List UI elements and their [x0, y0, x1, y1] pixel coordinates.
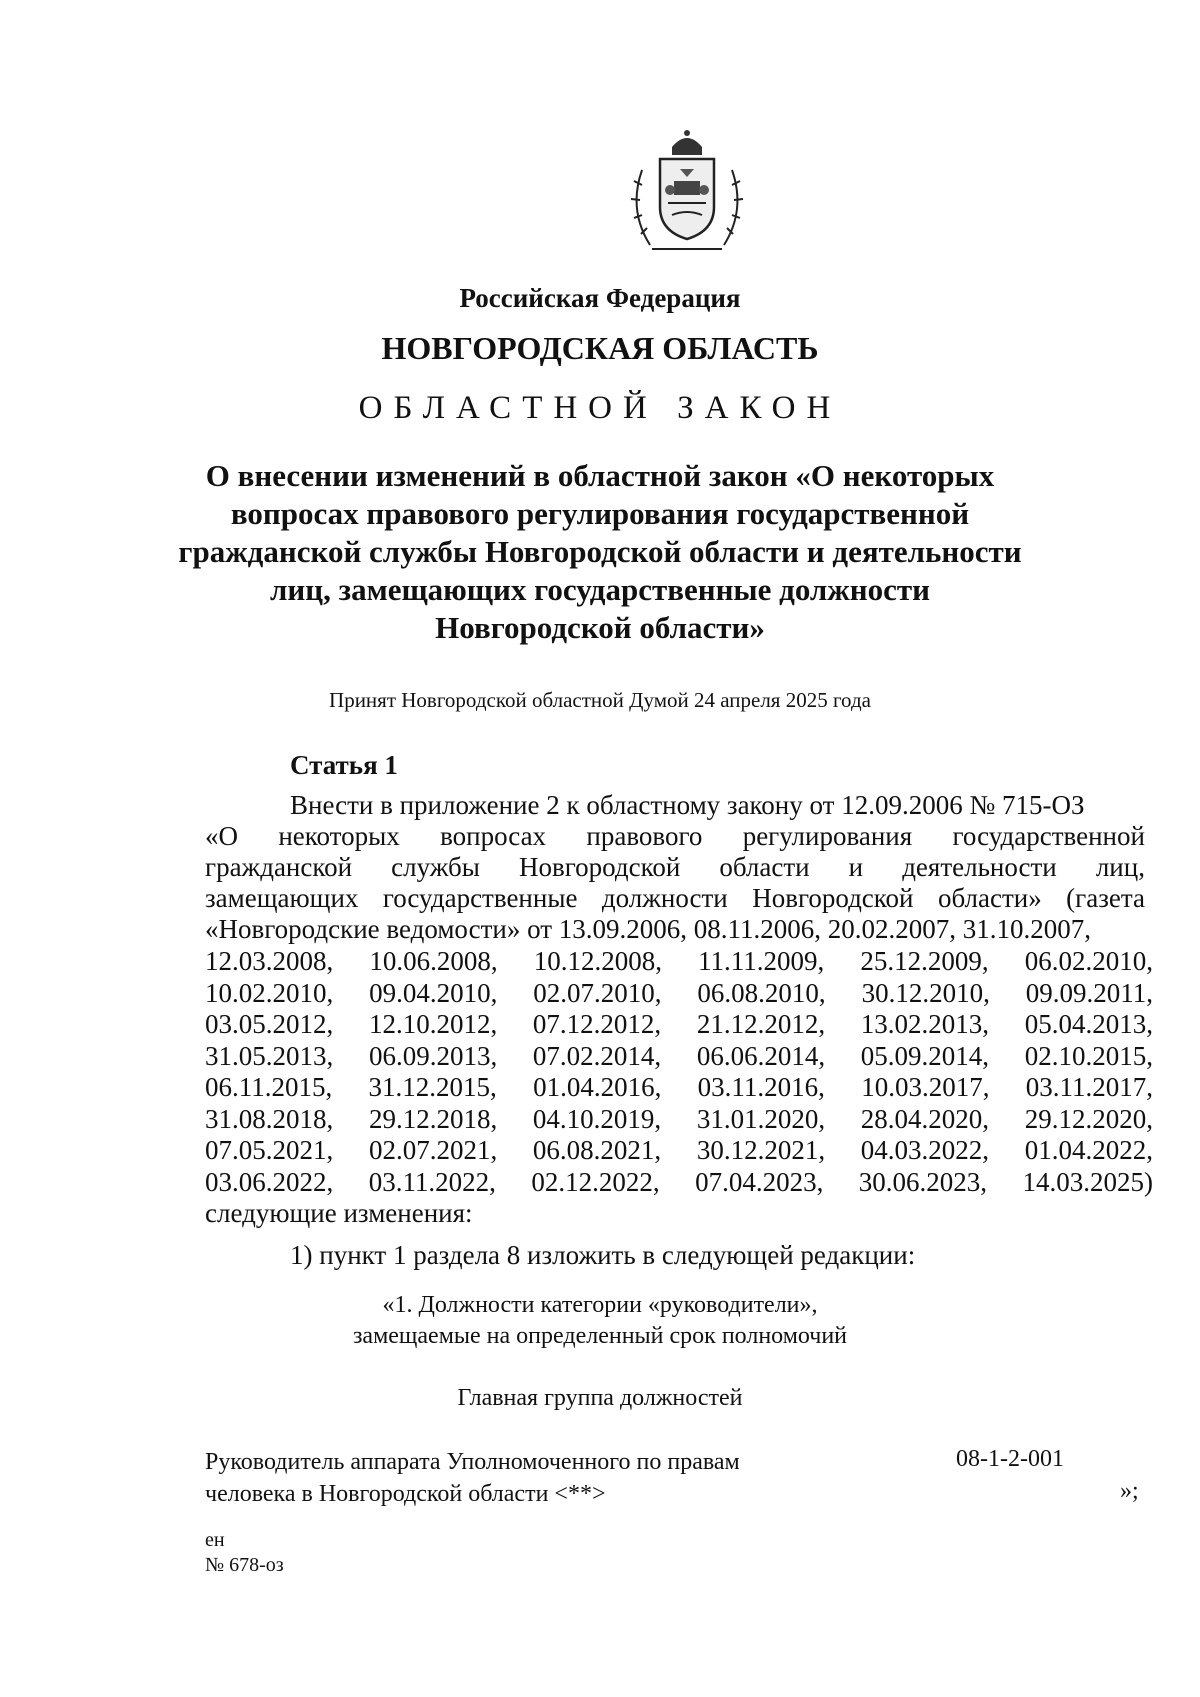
adoption-note: Принят Новгородской областной Думой 24 апреля 2025 года — [329, 688, 871, 712]
position-name-line: Руководитель аппарата Уполномоченного по правам — [205, 1449, 740, 1475]
justified-line: гражданской службы Новгородской области и деятельности лиц, — [205, 852, 1145, 882]
dates-row: 03.05.2012, 12.10.2012, 07.12.2012, 21.12.2012, 13.02.2013, 05.04.2013, — [205, 1009, 1153, 1039]
dates-row: 07.05.2021, 02.07.2021, 06.08.2021, 30.12.2021, 04.03.2022, 01.04.2022, — [205, 1135, 1153, 1165]
novgorod-coat-of-arms-emblem — [620, 125, 754, 259]
following-changes-text: следующие изменения: — [205, 1198, 473, 1228]
justified-line: «О некоторых вопросах правового регулирования государственной — [205, 821, 1145, 851]
point-1-text: 1) пункт 1 раздела 8 изложить в следующей редакции: — [290, 1240, 916, 1270]
law-title-line: вопросах правового регулирования государственной — [230, 496, 970, 531]
newspaper-line: «Новгородские ведомости» от 13.09.2006, 08.11.2006, 20.02.2007, 31.10.2007, — [205, 914, 1092, 944]
dates-row: 31.08.2018, 29.12.2018, 04.10.2019, 31.01.2020, 28.04.2020, 29.12.2020, — [205, 1103, 1153, 1134]
article-intro-line: Внести в приложение 2 к областному закону от 12.09.2006 № 715-ОЗ — [290, 790, 1085, 820]
dates-row: 03.06.2022, 03.11.2022, 02.12.2022, 07.04.2023, 30.06.2023, 14.03.2025) — [205, 1166, 1153, 1197]
dates-row: 12.03.2008, 10.06.2008, 10.12.2008, 11.11.2009, 25.12.2009, 06.02.2010, — [205, 946, 1153, 976]
footer-doc-number: № 678-оз — [205, 1554, 284, 1576]
dates-row: 31.05.2013, 06.09.2013, 07.02.2014, 06.06.2014, 05.09.2014, 02.10.2015, — [205, 1040, 1153, 1071]
position-group-heading: Главная группа должностей — [457, 1385, 743, 1411]
position-name — [205, 1446, 740, 1510]
law-title-line: О внесении изменений в областной закон «О некоторых — [205, 458, 995, 493]
article-heading: Статья 1 — [290, 750, 398, 780]
law-title-line: лиц, замещающих государственные должности — [270, 572, 930, 607]
dates-row: 10.02.2010, 09.04.2010, 02.07.2010, 06.08.2010, 30.12.2010, 09.09.2011, — [205, 977, 1153, 1008]
publication-dates-list — [205, 946, 1153, 1198]
position-code: 08-1-2-001 — [956, 1446, 1064, 1472]
footer-initials: ен — [205, 1529, 225, 1551]
law-title-line: гражданской службы Новгородской области и деятельности — [178, 534, 1022, 569]
law-title-line: Новгородской области» — [435, 610, 765, 645]
closing-quote-mark: »; — [1120, 1478, 1139, 1504]
federation-heading: Российская Федерация — [459, 283, 741, 313]
dates-row: 06.11.2015, 31.12.2015, 01.04.2016, 03.11.2016, 10.03.2017, 03.11.2017, — [205, 1072, 1153, 1102]
position-name-line: человека в Новгородской области <**> — [205, 1481, 606, 1507]
footer-note — [205, 1528, 284, 1578]
document-type-heading: ОБЛАСТНОЙ ЗАКОН — [358, 390, 842, 426]
justified-line: замещающих государственные должности Новгородской области» (газета — [205, 883, 1145, 913]
quoted-section-title: «1. Должности категории «руководители», — [382, 1292, 818, 1318]
region-heading: НОВГОРОДСКАЯ ОБЛАСТЬ — [381, 330, 819, 366]
law-title — [0, 457, 1200, 647]
quoted-section-subtitle: замещаемые на определенный срок полномочий — [352, 1323, 848, 1349]
